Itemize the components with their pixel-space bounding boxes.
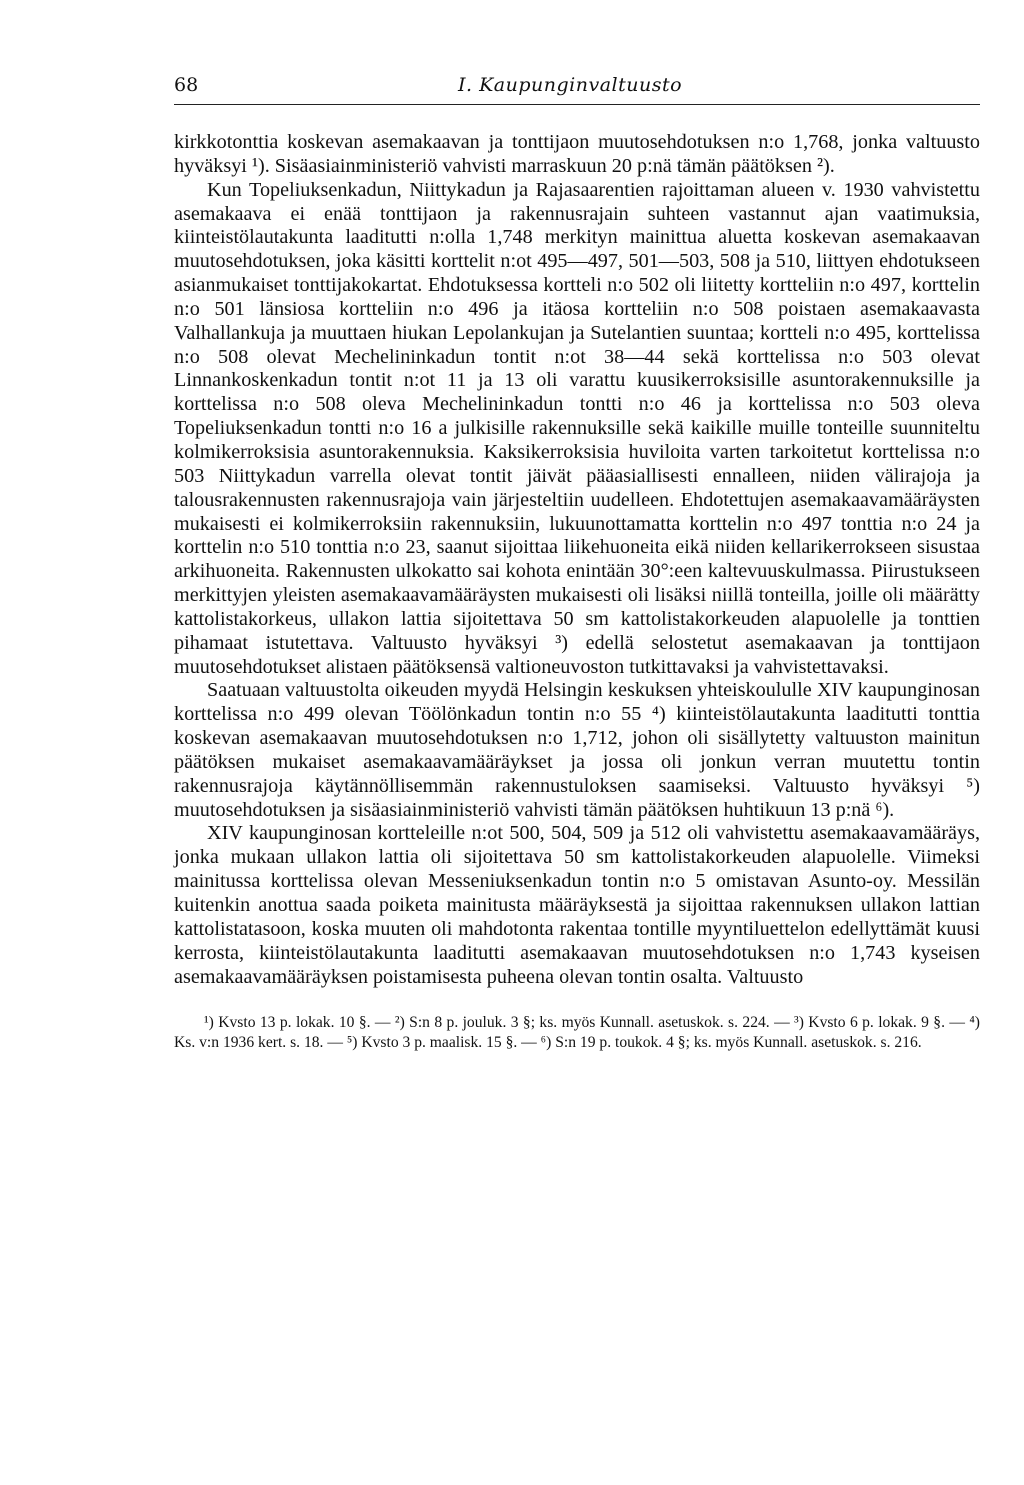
body-text	[174, 131, 980, 989]
page-number: 68	[174, 74, 199, 96]
paragraph: XIV kaupunginosan kortteleille n:ot 500, 504, 509 ja 512 oli vahvistettu asemakaavamääräys, jonka mukaan ullakon lattia oli sijoitettava 50 sm kattolistakorkeuden alapuolelle. Viimeksi mainitussa korttelissa olevan Messeniuksenkadun tontin n:o 5 omistavan Asunto-oy. Messilän kuitenkin anottua saada poiketa mainitusta määräyksestä ja sijoittaa rakennuksen ullakon lattian kattolistatasoon, koska muuten oli mahdotonta rakentaa tontille myyntiluettelon edellyttämät kuusi kerrosta, kiinteistölautakunta laaditutti asemakaavan muutosehdotuksen n:o 1,743 kyseisen asemakaavamääräyksen poistamisesta puheena olevan tontin osalta. Valtuusto	[174, 822, 980, 988]
document-page	[174, 70, 980, 1053]
paragraph: Kun Topeliuksenkadun, Niittykadun ja Rajasaarentien rajoittaman alueen v. 1930 vahvistettu asemakaava ei enää tonttijaon ja rakennusrajain suhteen vastannut ajan vaatimuksia, kiinteistölautakunta laaditutti n:olla 1,748 merkityn mainittua aluetta koskevan asemakaavan muutosehdotuksen, joka käsitti korttelit n:ot 495—497, 501—503, 508 ja 510, liittyen ehdotukseen asianmukaiset tonttijakokartat. Ehdotuksessa kortteli n:o 502 oli liitetty kortteliin n:o 497, korttelin n:o 501 länsiosa kortteliin n:o 496 ja itäosa kortteliin n:o 508 poistaen asemakaavasta Valhallankuja ja muuttaen hiukan Lepolankujan ja Sutelantien suuntaa; kortteli n:o 495, korttelissa n:o 508 olevat Mechelininkadun tontit n:ot 38—44 sekä korttelissa n:o 503 olevat Linnankoskenkadun tontit n:ot 11 ja 13 oli varattu kuusikerroksisille asuntorakennuksille ja korttelissa n:o 508 oleva Mechelininkadun tontti n:o 46 ja korttelissa n:o 503 oleva Topeliuksenkadun tontti n:o 16 a julkisille rakennuksille sekä kaikille muille tonteille suunniteltu kolmikerroksisia asuntorakennuksia. Kaksikerroksisia huviloita varten tarkoitetut korttelissa n:o 503 Niittykadun varrella olevat tontit jäivät pääasiallisesti ennalleen, niiden välirajoja ja talousrakennusten rakennusrajoja vain järjesteltiin uudelleen. Ehdotettujen asemakaavamääräysten mukaisesti ei kolmikerroksiin rakennuksiin, lukuunottamatta korttelin n:o 497 tonttia n:o 24 ja korttelin n:o 510 tonttia n:o 23, saanut sijoittaa liikehuoneita eikä niiden kellarikerrokseen sisustaa arkihuoneita. Rakennusten ulkokatto sai kohota enintään 30°:een kaltevuuskulmassa. Piirustukseen merkittyjen yleisten asemakaavamääräysten mukaisesti oli lisäksi niillä tonteilla, joille oli määrätty kattolistakorkeus, ullakon lattia sijoitettava 50 sm kattolistakorkeuden alapuolelle ja tonttien pihamaat istutettava. Valtuusto hyväksyi ³) edellä selostetut asemakaavan ja tonttijaon muutosehdotukset alistaen päätöksensä valtioneuvoston tutkittavaksi ja vahvistettavaksi.	[174, 178, 980, 678]
footnote-text: ¹) Kvsto 13 p. lokak. 10 §. — ²) S:n 8 p. jouluk. 3 §; ks. myös Kunnall. asetuskok. s. 224. — ³) Kvsto 6 p. lokak. 9 §. — ⁴) Ks. v:n 1936 kert. s. 18. — ⁵) Kvsto 3 p. maalisk. 15 §. — ⁶) S:n 19 p. toukok. 4 §; ks. myös Kunnall. asetuskok. s. 216.	[174, 1014, 980, 1051]
paragraph: Saatuaan valtuustolta oikeuden myydä Helsingin keskuksen yhteiskoululle XIV kaupunginosan korttelissa n:o 499 olevan Töölönkadun tontin n:o 55 ⁴) kiinteistölautakunta laaditutti tonttia koskevan asemakaavan muutosehdotuksen n:o 1,712, johon oli sisällytetty valtuuston mainitun päätöksen mukaiset asemakaavamääräykset ja jossa oli jonkun verran muutettu tontin rakennusrajoja käytännöllisemmän rakennustuloksen saamiseksi. Valtuusto hyväksyi ⁵) muutosehdotuksen ja sisäasiainministeriö vahvisti tämän päätöksen huhtikuun 13 p:nä ⁶).	[174, 679, 980, 821]
running-title: I. Kaupunginvaltuusto	[458, 74, 683, 96]
footnotes	[174, 1007, 980, 1052]
paragraph: kirkkotonttia koskevan asemakaavan ja tonttijaon muutosehdotuksen n:o 1,768, jonka valtuusto hyväksyi ¹). Sisäasiainministeriö vahvisti marraskuun 20 p:nä tämän päätöksen ²).	[174, 131, 980, 177]
page-header	[174, 70, 980, 105]
